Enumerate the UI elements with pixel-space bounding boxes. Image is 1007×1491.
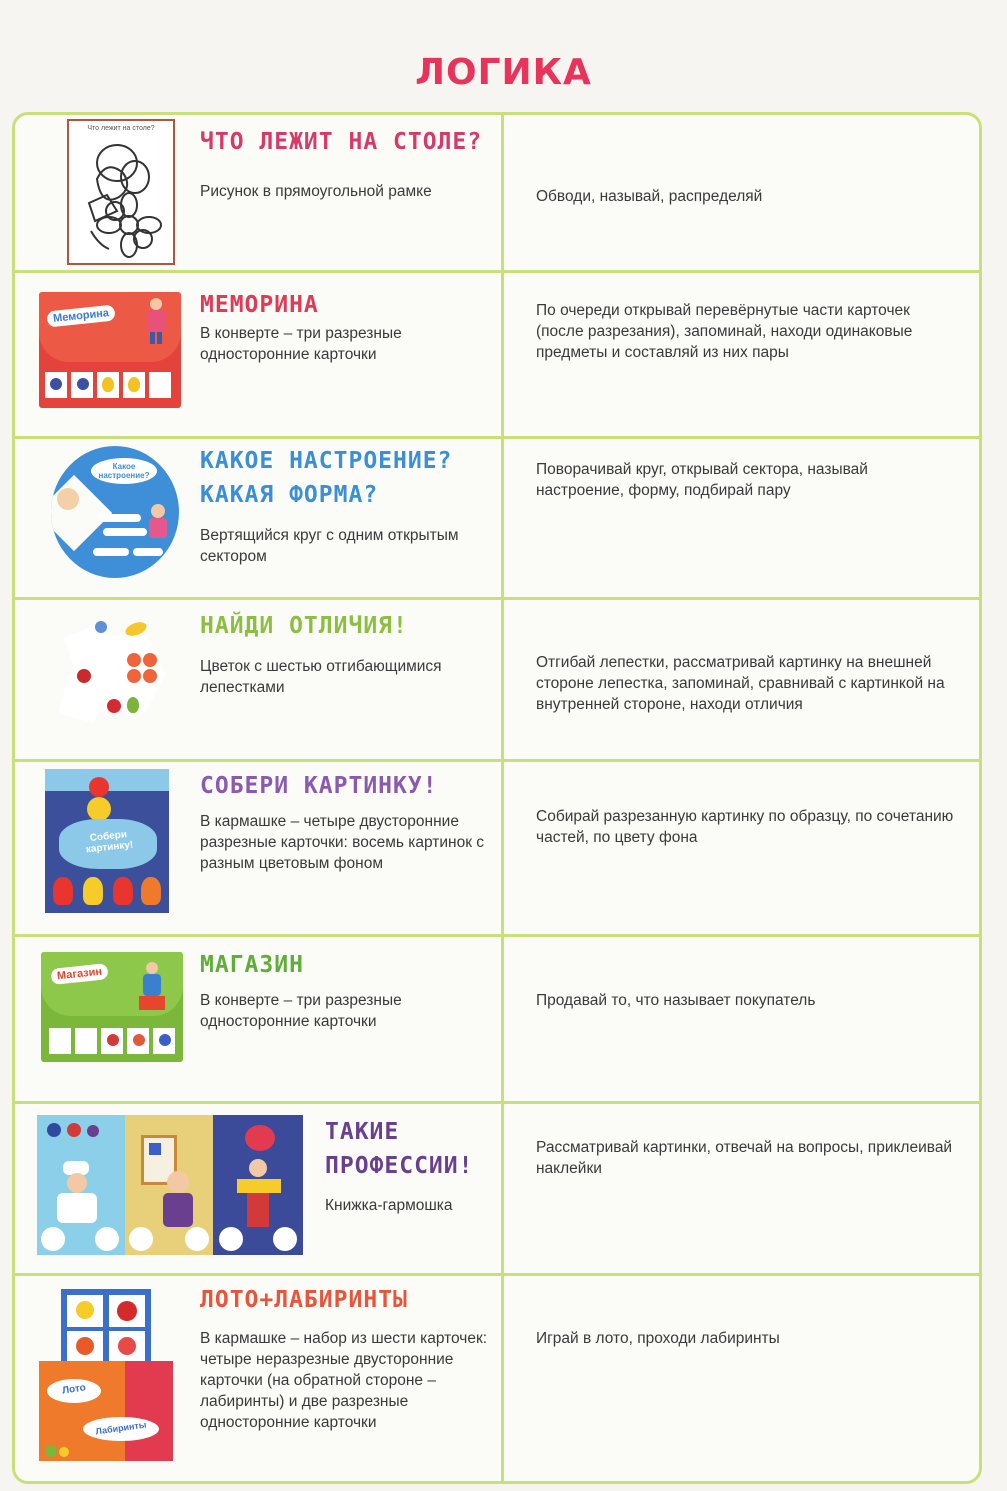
item-action: Отгибай лепестки, рассматривай картинку на внешней стороне лепестка, запоминай, сравнивай с картинкой на внутренней стороне, находи отличия bbox=[536, 654, 945, 713]
item-title: ЛОТО+ЛАБИРИНТЫ bbox=[200, 1287, 408, 1313]
image-caption: Меморина bbox=[46, 304, 115, 327]
red-envelope-image bbox=[39, 292, 181, 408]
blue-circle-image bbox=[51, 446, 179, 578]
item-action: Обводи, называй, распределяй bbox=[536, 188, 763, 205]
item-title-line: КАКАЯ ФОРМА? bbox=[200, 482, 379, 508]
item-description: В конверте – три разрезные односторонние карточки bbox=[200, 325, 402, 363]
blue-pocket-image bbox=[45, 769, 169, 913]
image-caption: Собери картинку! bbox=[85, 829, 134, 856]
item-action: Рассматривай картинки, отвечай на вопросы, приклеивай наклейки bbox=[536, 1139, 953, 1177]
image-caption: Магазин bbox=[50, 963, 108, 985]
item-description: Цветок с шестью отгибающимися лепестками bbox=[200, 658, 442, 696]
item-action: Собирай разрезанную картинку по образцу, по сочетанию частей, по цвету фона bbox=[536, 808, 954, 846]
item-action: По очереди открывай перевёрнутые части карточек (после разрезания), запоминай, находи одинаковые предметы и составляй из них пары bbox=[536, 302, 913, 361]
item-description: Рисунок в прямоугольной рамке bbox=[200, 183, 432, 200]
item-title: СОБЕРИ КАРТИНКУ! bbox=[200, 773, 438, 799]
item-title-line: КАКОЕ НАСТРОЕНИЕ? bbox=[200, 448, 453, 474]
item-action: Играй в лото, проходи лабиринты bbox=[536, 1330, 780, 1347]
image-caption: Лото bbox=[61, 1382, 87, 1397]
image-caption: Лабиринты bbox=[94, 1419, 148, 1437]
accordion-book-image bbox=[37, 1115, 303, 1255]
item-title-line: ТАКИЕ bbox=[325, 1119, 400, 1145]
games-table bbox=[12, 112, 982, 1484]
image-caption: Какое настроение? bbox=[91, 458, 157, 484]
table-row bbox=[15, 934, 979, 1104]
lotto-pocket-image bbox=[39, 1289, 173, 1461]
table-row bbox=[15, 436, 979, 600]
item-description: Книжка-гармошка bbox=[325, 1197, 453, 1214]
item-description: В кармашке – набор из шести карточек: четыре неразрезные двусторонние карточки (на обратной стороне – лабиринты) и две разрезные односторонние карточки bbox=[200, 1330, 488, 1431]
table-row bbox=[15, 270, 979, 439]
item-description: В конверте – три разрезные односторонние карточки bbox=[200, 992, 402, 1030]
page-title: ЛОГИКА bbox=[415, 52, 592, 93]
item-description: В кармашке – четыре двусторонние разрезные карточки: восемь картинок с разным цветовым фоном bbox=[200, 813, 485, 872]
green-envelope-image bbox=[41, 952, 183, 1062]
item-title: ЧТО ЛЕЖИТ НА СТОЛЕ? bbox=[200, 129, 483, 155]
item-description: Вертящийся круг с одним открытым сектором bbox=[200, 527, 459, 565]
item-title: МЕМОРИНА bbox=[200, 292, 319, 318]
table-row bbox=[15, 115, 979, 273]
image-caption: Что лежит на столе? bbox=[87, 125, 155, 132]
item-title: МАГАЗИН bbox=[200, 952, 304, 978]
table-row bbox=[15, 1273, 979, 1484]
item-action: Поворачивай круг, открывай сектора, называй настроение, форму, подбирай пару bbox=[536, 461, 868, 499]
item-title: НАЙДИ ОТЛИЧИЯ! bbox=[200, 613, 408, 639]
table-row bbox=[15, 759, 979, 937]
outline-drawing-image bbox=[67, 119, 175, 265]
item-title-line: ПРОФЕССИИ! bbox=[325, 1153, 474, 1179]
table-row bbox=[15, 597, 979, 762]
item-action: Продавай то, что называет покупатель bbox=[536, 992, 816, 1009]
table-row bbox=[15, 1101, 979, 1276]
flower-petals-image bbox=[59, 615, 171, 727]
